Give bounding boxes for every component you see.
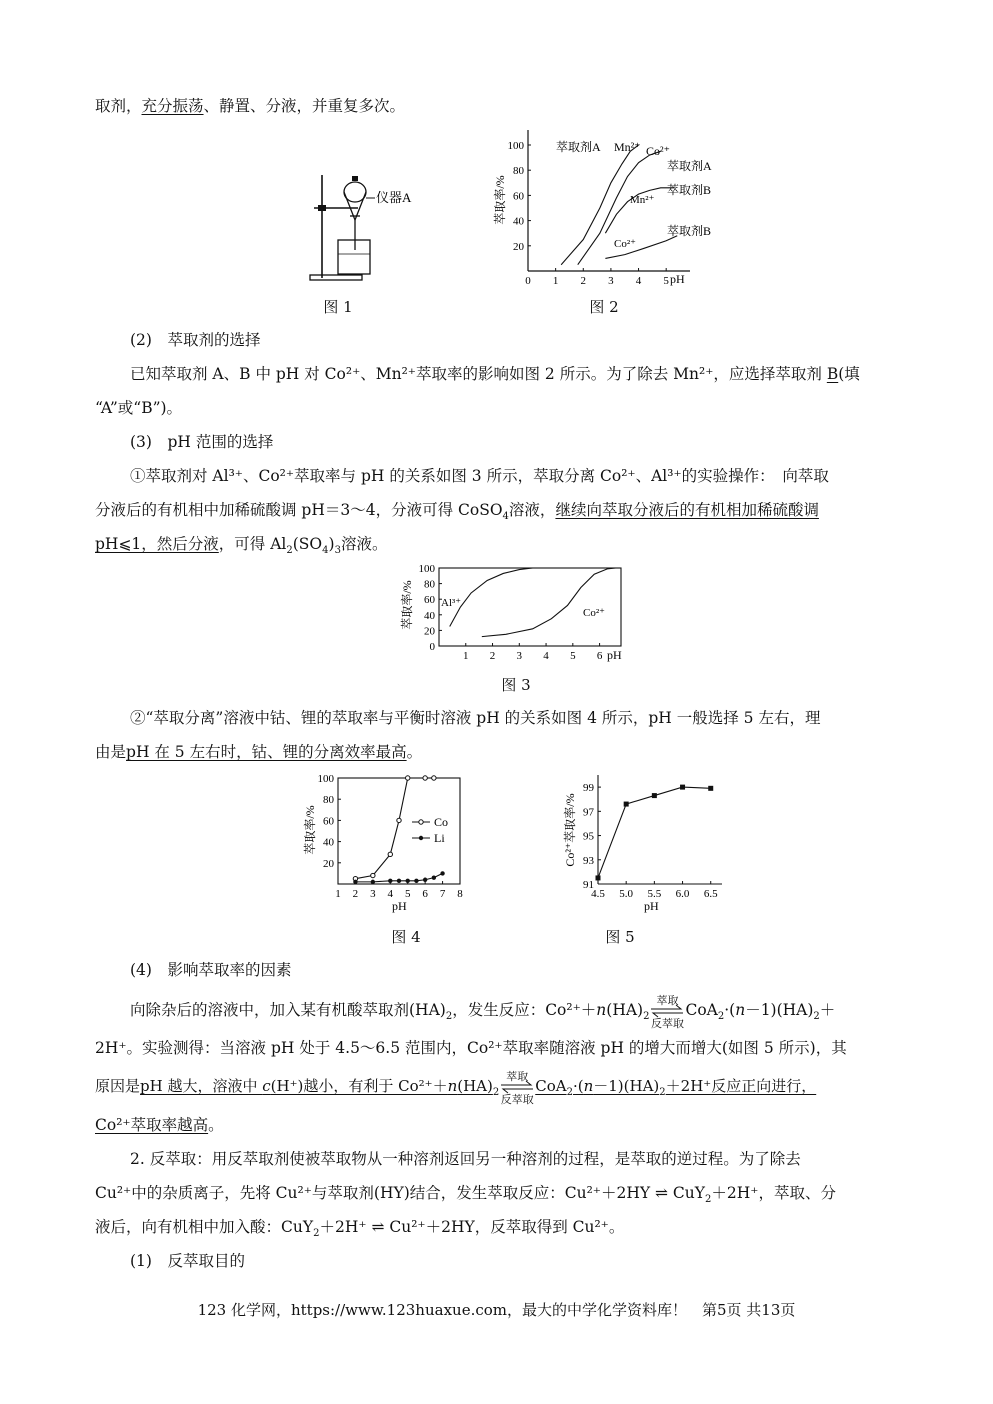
data-point	[432, 776, 436, 780]
fig2-label-mn-top: Mn²⁺	[614, 140, 641, 154]
x-tick-label: 4	[543, 650, 549, 662]
y-tick-label: 100	[418, 563, 435, 575]
data-point	[423, 878, 427, 882]
figure-1-apparatus	[300, 170, 430, 285]
answer-b: B	[826, 365, 839, 383]
section-3-heading: (3) pH 范围的选择	[130, 433, 274, 451]
data-point	[680, 785, 685, 790]
x-tick-label: 4	[387, 888, 394, 900]
x-tick-label: 5	[663, 275, 669, 287]
data-point	[371, 880, 375, 884]
section-4-line-1: 向除杂后的溶液中，加入某有机酸萃取剂$(HA)_2$，发生反应：$Co^{2+}+n(HA)_2$ 萃取 反萃取 $CoA_2\cdot(n-1)(HA)_2+$	[130, 994, 836, 1030]
fig5-ylabel: Co²⁺萃取率/%	[563, 793, 577, 867]
fig2-label-co-low: Co²⁺	[614, 238, 636, 250]
fig3-xlabel: pH	[607, 648, 622, 662]
answer-underline: 继续向萃取分液后的有机相加稀硫酸调	[555, 501, 819, 519]
series-line	[355, 778, 433, 879]
fig2-label-mn-mid: Mn²⁺	[630, 194, 655, 206]
y-tick-label: 40	[323, 836, 334, 849]
x-tick-label: 5	[570, 650, 576, 662]
y-tick-label: 0	[429, 641, 435, 653]
answer-underline: 充分振荡	[141, 97, 204, 115]
y-tick-label: 100	[507, 140, 524, 152]
series-line	[450, 568, 544, 627]
answer-underline: pH⩽1，然后分液	[95, 535, 219, 553]
data-point	[371, 873, 375, 877]
x-tick-label: 3	[608, 275, 614, 287]
answer-underline: pH 在 5 左右时，钴、锂的分离效率最高	[126, 743, 407, 761]
y-tick-label: 20	[513, 240, 524, 253]
fig2-label-a-left: 萃取剂A	[556, 140, 601, 154]
fig2-label-co-top: Co²⁺	[646, 144, 670, 158]
data-point	[624, 802, 629, 807]
section-3b-line-2: 由是pH 在 5 左右时，钴、锂的分离效率最高。	[95, 743, 423, 761]
y-tick-label: 99	[583, 782, 594, 795]
section-3b-line-1: ②“萃取分离”溶液中钴、锂的萃取率与平衡时溶液 pH 的关系如图 4 所示，pH 一般选择 5 左右，理	[130, 709, 821, 727]
fig4-xlabel: pH	[392, 899, 407, 913]
section-4-line-2: 2H⁺。实验测得：当溶液 pH 处于 4.5～6.5 范围内，Co²⁺萃取率随溶液 pH 的增大而增大(如图 5 所示)，其	[95, 1039, 847, 1057]
fig4-legend-co: Co	[434, 815, 449, 829]
y-tick-label: 95	[583, 830, 594, 843]
series-line	[482, 568, 616, 637]
x-tick-label: 7	[439, 888, 446, 900]
y-tick-label: 20	[323, 857, 334, 870]
x-tick-label: 8	[457, 888, 463, 900]
para-2-line-2: Cu²⁺中的杂质离子，先将 Cu²⁺与萃取剂(HY)结合，发生萃取反应：Cu²⁺＋2HY ⇌ CuY$_2$＋2H⁺，萃取、分	[95, 1184, 836, 1206]
x-tick-label: 1	[463, 650, 469, 662]
equilibrium-arrow: 萃取 反萃取	[650, 994, 684, 1030]
x-tick-label: 2	[489, 650, 496, 662]
fig4-legend-li: Li	[434, 831, 445, 845]
y-tick-label: 20	[424, 625, 435, 638]
fig4-ylabel: 萃取率/%	[303, 805, 317, 855]
fig2-label-b2: 萃取剂B	[667, 224, 712, 238]
data-point	[406, 879, 410, 883]
y-tick-label: 60	[513, 190, 524, 203]
x-tick-label: 1	[552, 275, 559, 287]
fig4-caption: 图 4	[391, 928, 421, 946]
data-point	[440, 871, 444, 875]
fig1-caption: 图 1	[323, 298, 353, 316]
x-tick-label: 5.0	[619, 888, 634, 900]
y-tick-label: 80	[513, 165, 524, 178]
fig2-label-a-right: 萃取剂A	[667, 159, 712, 173]
x-tick-label: 6	[596, 650, 603, 662]
data-point	[423, 776, 427, 780]
section-3-line-2: 分液后的有机相中加稀硫酸调 pH＝3～4，分液可得 CoSO$_4$溶液，继续向萃取分液后的有机相加稀硫酸调	[95, 501, 819, 523]
data-point	[432, 875, 436, 879]
x-tick-label: 0	[525, 275, 531, 287]
series-line	[598, 787, 711, 878]
y-tick-label: 91	[583, 879, 594, 891]
x-tick-label: 5	[404, 888, 411, 900]
data-point	[388, 852, 392, 856]
section-3-line-1: ①萃取剂对 Al³⁺、Co²⁺萃取率与 pH 的关系如图 3 所示，萃取分离 Co²⁺、Al³⁺的实验操作： 向萃取	[130, 467, 829, 485]
data-point	[388, 879, 392, 883]
y-tick-label: 80	[424, 578, 435, 591]
answer-underline: Co²⁺萃取率越高	[95, 1116, 209, 1134]
figure-5-chart	[560, 770, 730, 915]
text-line-1: 取剂，充分振荡、静置、分液，并重复多次。	[95, 97, 406, 115]
y-tick-label: 80	[323, 794, 334, 807]
y-tick-label: 40	[424, 609, 435, 622]
fig3-ylabel: 萃取率/%	[400, 580, 414, 630]
fig3-label-co: Co²⁺	[583, 607, 605, 619]
para-2-line-3: 液后，向有机相中加入酸：CuY$_2$＋2H⁺ ⇌ Cu²⁺＋2HY，反萃取得到 Cu²⁺。	[95, 1218, 625, 1240]
section-2-line-1: 已知萃取剂 A、B 中 pH 对 Co²⁺、Mn²⁺萃取率的影响如图 2 所示。为了除去 Mn²⁺，应选择萃取剂 B(填	[130, 365, 860, 383]
section-4-line-4: Co²⁺萃取率越高。	[95, 1116, 224, 1134]
x-tick-label: 4.5	[591, 888, 605, 900]
x-tick-label: 2	[580, 275, 587, 287]
fig2-ylabel: 萃取率/%	[493, 175, 507, 225]
section-2-line-2: “A”或“B”)。	[95, 399, 183, 417]
x-tick-label: 6	[422, 888, 428, 900]
fig3-label-al: Al³⁺	[441, 597, 462, 609]
data-point	[708, 786, 713, 791]
figure-3-chart	[395, 560, 635, 668]
section-3-line-3: pH⩽1，然后分液，可得 $Al_2(SO_4)_3$溶液。	[95, 535, 388, 557]
y-tick-label: 60	[424, 594, 435, 607]
para-2-line-4: (1) 反萃取目的	[130, 1252, 245, 1270]
fig1-label: 仪器A	[376, 190, 412, 205]
x-tick-label: 6.0	[675, 888, 690, 900]
x-tick-label: 2	[352, 888, 359, 900]
page-footer: 123 化学网，https://www.123huaxue.com，最大的中学化学资料库！ 第5页 共13页	[197, 1301, 796, 1319]
y-tick-label: 100	[317, 773, 334, 785]
fig5-caption: 图 5	[605, 928, 635, 946]
fig5-xlabel: pH	[644, 899, 659, 913]
section-2-heading: (2) 萃取剂的选择	[130, 331, 261, 349]
x-tick-label: 4	[635, 275, 642, 287]
data-point	[397, 818, 401, 822]
y-tick-label: 93	[583, 854, 594, 867]
y-tick-label: 60	[323, 815, 334, 828]
equilibrium-arrow: 萃取 反萃取	[500, 1070, 534, 1106]
fig3-caption: 图 3	[501, 676, 531, 694]
fig2-label-b1: 萃取剂B	[667, 183, 712, 197]
data-point	[397, 879, 401, 883]
data-point	[652, 793, 657, 798]
section-4-line-3: 原因是pH 越大，溶液中 c(H⁺)越小，有利于 $Co^{2+}+n(HA)_2$ 萃取 反萃取 $CoA_2\cdot(n-1)(HA)_2+2H^+$反应正向进行，	[95, 1070, 817, 1106]
data-point	[406, 776, 410, 780]
x-tick-label: 3	[516, 650, 523, 662]
data-point	[596, 875, 601, 880]
y-tick-label: 97	[583, 806, 594, 819]
data-point	[353, 880, 357, 884]
para-2-line-1: 2. 反萃取：用反萃取剂使被萃取物从一种溶剂返回另一种溶剂的过程，是萃取的逆过程。为了除去	[130, 1150, 801, 1168]
x-tick-label: 5.5	[647, 888, 662, 900]
fig2-caption: 图 2	[589, 298, 619, 316]
section-4-heading: (4) 影响萃取率的因素	[130, 961, 292, 979]
y-tick-label: 40	[513, 215, 524, 228]
fig2-xlabel: pH	[670, 272, 685, 286]
x-tick-label: 3	[370, 888, 376, 900]
x-tick-label: 6.5	[703, 888, 718, 900]
data-point	[414, 879, 418, 883]
figure-4-chart	[300, 770, 475, 915]
figure-2-chart	[490, 125, 712, 287]
x-tick-label: 1	[335, 888, 341, 900]
